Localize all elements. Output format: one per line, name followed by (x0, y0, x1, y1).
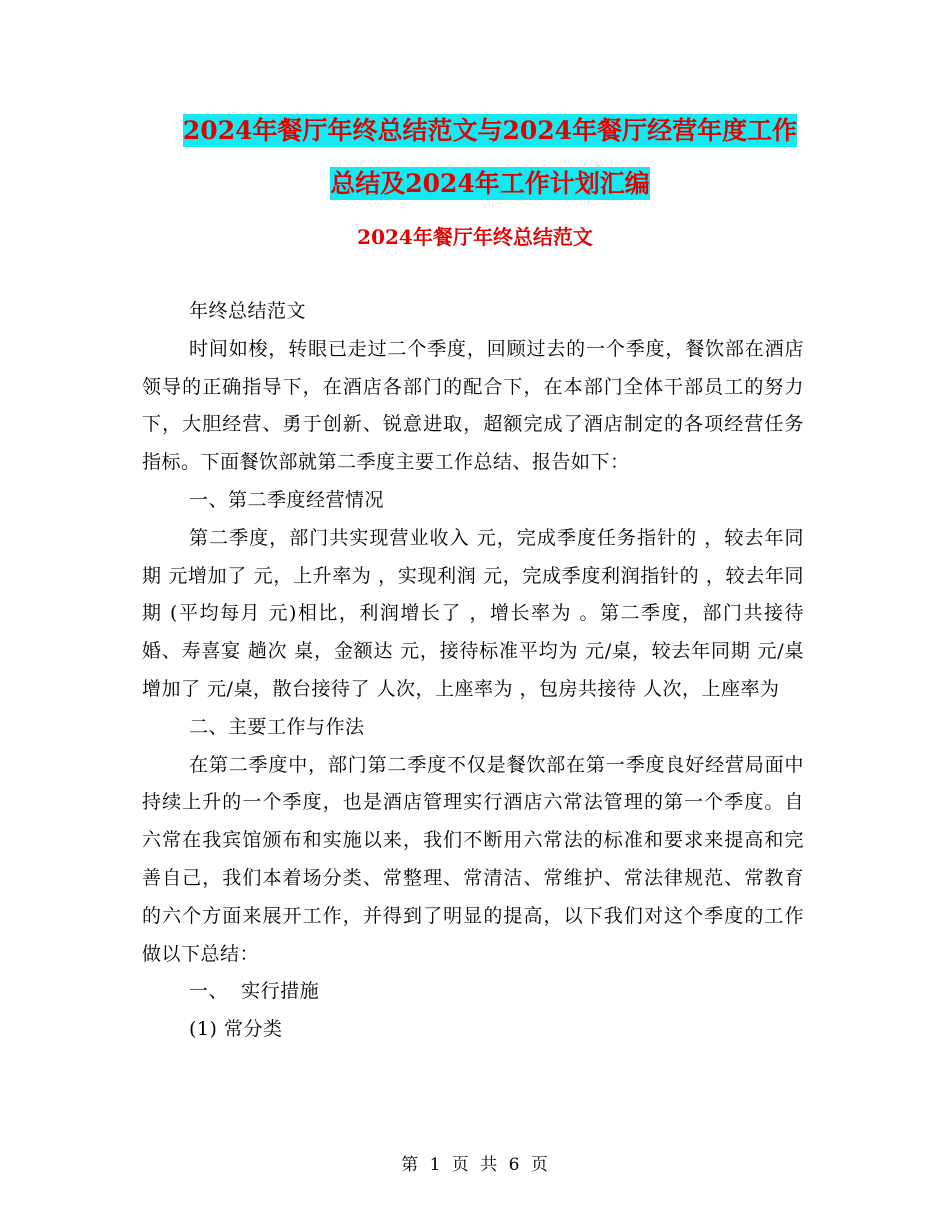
page-number: 第 1 页 共 6 页 (401, 1155, 549, 1175)
heading-operations: 一、第二季度经营情况 (189, 488, 385, 511)
paragraph-intro: 时间如梭，转眼已走过二个季度，回顾过去的一个季度，餐饮部在酒店领导的正确指导下，在酒店各部门的配合下，在本部门全体干部员工的努力下，大胆经营、勇于创新、锐意进取，超额完成了酒店制定的各项经营任务指标。下面餐饮部就第二季度主要工作总结、报告如下： (142, 337, 804, 474)
heading-classification: (1) 常分类 (189, 1018, 283, 1041)
document-title-line-2: 总结及2024年工作计划汇编 (330, 169, 650, 198)
paragraph-subtitle: 年终总结范文 (189, 300, 307, 322)
heading-main-work: 二、主要工作与作法 (189, 715, 365, 738)
section-title: 2024年餐厅年终总结范文 (357, 225, 593, 249)
heading-measures: 一、 实行措施 (189, 980, 320, 1003)
document-title-line-1: 2024年餐厅年终总结范文与2024年餐厅经营年度工作 (182, 116, 798, 145)
paragraph-main-work: 在第二季度中，部门第二季度不仅是餐饮部在第一季度良好经营局面中持续上升的一个季度，也是酒店管理实行酒店六常法管理的第一个季度。自六常在我宾馆颁布和实施以来，我们不断用六常法的标准和要求来提高和完善自己，我们本着场分类、常整理、常清洁、常维护、常法律规范、常教育的六个方面来展开工作，并得到了明显的提高，以下我们对这个季度的工作做以下总结： (142, 753, 804, 965)
document-title (140, 104, 840, 210)
document-body (142, 293, 804, 1049)
paragraph-operations: 第二季度，部门共实现营业收入 元，完成季度任务指针的 ，较去年同期 元增加了 元，上升率为 ，实现利润 元，完成季度利润指针的 ，较去年同期 (平均每月 元)相比，利润增长了 ，增长率为 。第二季度，部门共接待婚、寿喜宴 趟次 桌，金额达 元，接待标准平均为 元/桌，较去年同期 元/桌增加了 元/桌，散台接待了 人次，上座率为 ，包房共接待 人次，上座率为 (142, 526, 804, 700)
